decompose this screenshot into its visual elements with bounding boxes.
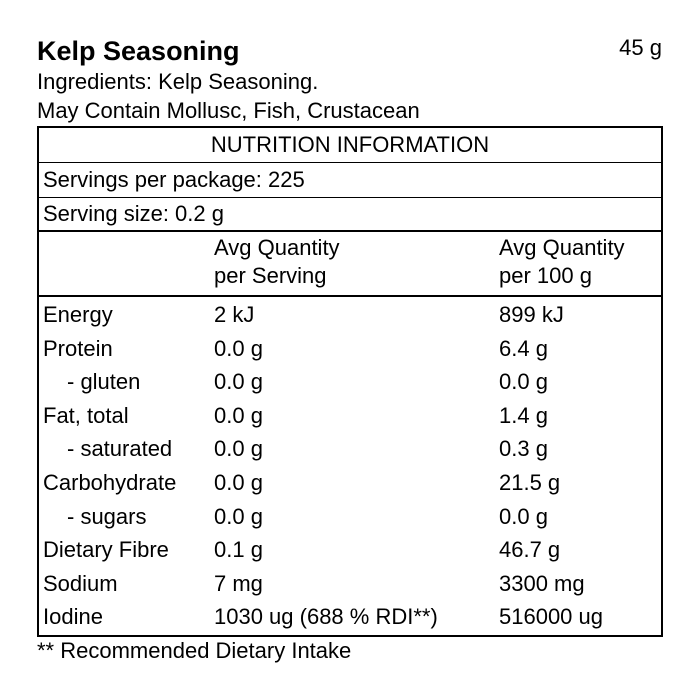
nutrient-name: Protein [43, 335, 113, 361]
product-title: Kelp Seasoning [37, 36, 240, 66]
per-serving-value: 0.0 g [214, 402, 263, 428]
divider [39, 295, 661, 297]
per-serving-value: 7 mg [214, 570, 263, 596]
per-100g-value: 0.0 g [499, 503, 548, 529]
per-serving-value: 0.0 g [214, 436, 263, 462]
per-100g-value: 899 kJ [499, 302, 564, 327]
per-100g-value: 6.4 g [499, 335, 548, 361]
column-header-line: Avg Quantity [499, 235, 625, 260]
column-header-line: Avg Quantity [214, 235, 340, 260]
allergen-warning: May Contain Mollusc, Fish, Crustacean [37, 98, 420, 123]
nutrition-panel [37, 126, 663, 637]
ingredients-text: Ingredients: Kelp Seasoning. [37, 69, 319, 94]
nutrient-name: Carbohydrate [43, 470, 177, 495]
column-header-line: per Serving [214, 263, 327, 288]
table-row [39, 298, 661, 331]
per-serving-value: 2 kJ [214, 302, 255, 327]
per-serving-value: 0.0 g [214, 369, 263, 395]
column-header-line: per 100 g [499, 263, 592, 288]
panel-title: NUTRITION INFORMATION [210, 132, 490, 157]
table-row [39, 399, 661, 432]
serving-size: Serving size: 0.2 g [43, 201, 224, 226]
per-100g-value: 516000 ug [499, 604, 603, 630]
nutrient-name: Sodium [43, 570, 118, 596]
table-row [39, 567, 661, 600]
footnote: ** Recommended Dietary Intake [37, 638, 352, 663]
per-100g-value: 46.7 g [499, 537, 561, 563]
per-serving-value: 0.0 g [214, 335, 263, 361]
servings-per-package: Servings per package: 225 [43, 167, 305, 192]
net-weight: 45 g [619, 35, 662, 60]
divider [39, 162, 661, 163]
nutrient-name: - gluten [67, 369, 141, 395]
per-100g-value: 21.5 g [499, 470, 561, 495]
nutrient-name: - sugars [67, 503, 147, 529]
table-row [39, 500, 661, 533]
per-100g-value: 0.3 g [499, 436, 548, 462]
divider [39, 230, 661, 232]
nutrient-name: Iodine [43, 604, 103, 630]
column-header-per-100g [499, 234, 625, 290]
column-header-per-serving [214, 234, 340, 290]
table-row [39, 533, 661, 566]
table-row [39, 600, 661, 633]
table-row [39, 365, 661, 398]
table-row [39, 432, 661, 465]
per-serving-value: 0.0 g [214, 470, 263, 495]
divider [39, 197, 661, 198]
per-serving-value: 1030 ug (688 % RDI**) [214, 604, 438, 630]
table-row [39, 466, 661, 499]
nutrient-name: Fat, total [43, 402, 129, 428]
per-serving-value: 0.0 g [214, 503, 263, 529]
nutrient-name: - saturated [67, 436, 173, 462]
nutrient-name: Dietary Fibre [43, 537, 169, 563]
per-100g-value: 1.4 g [499, 402, 548, 428]
per-100g-value: 0.0 g [499, 369, 548, 395]
nutrient-name: Energy [43, 302, 113, 327]
per-100g-value: 3300 mg [499, 570, 585, 596]
per-serving-value: 0.1 g [214, 537, 263, 563]
table-row [39, 332, 661, 365]
